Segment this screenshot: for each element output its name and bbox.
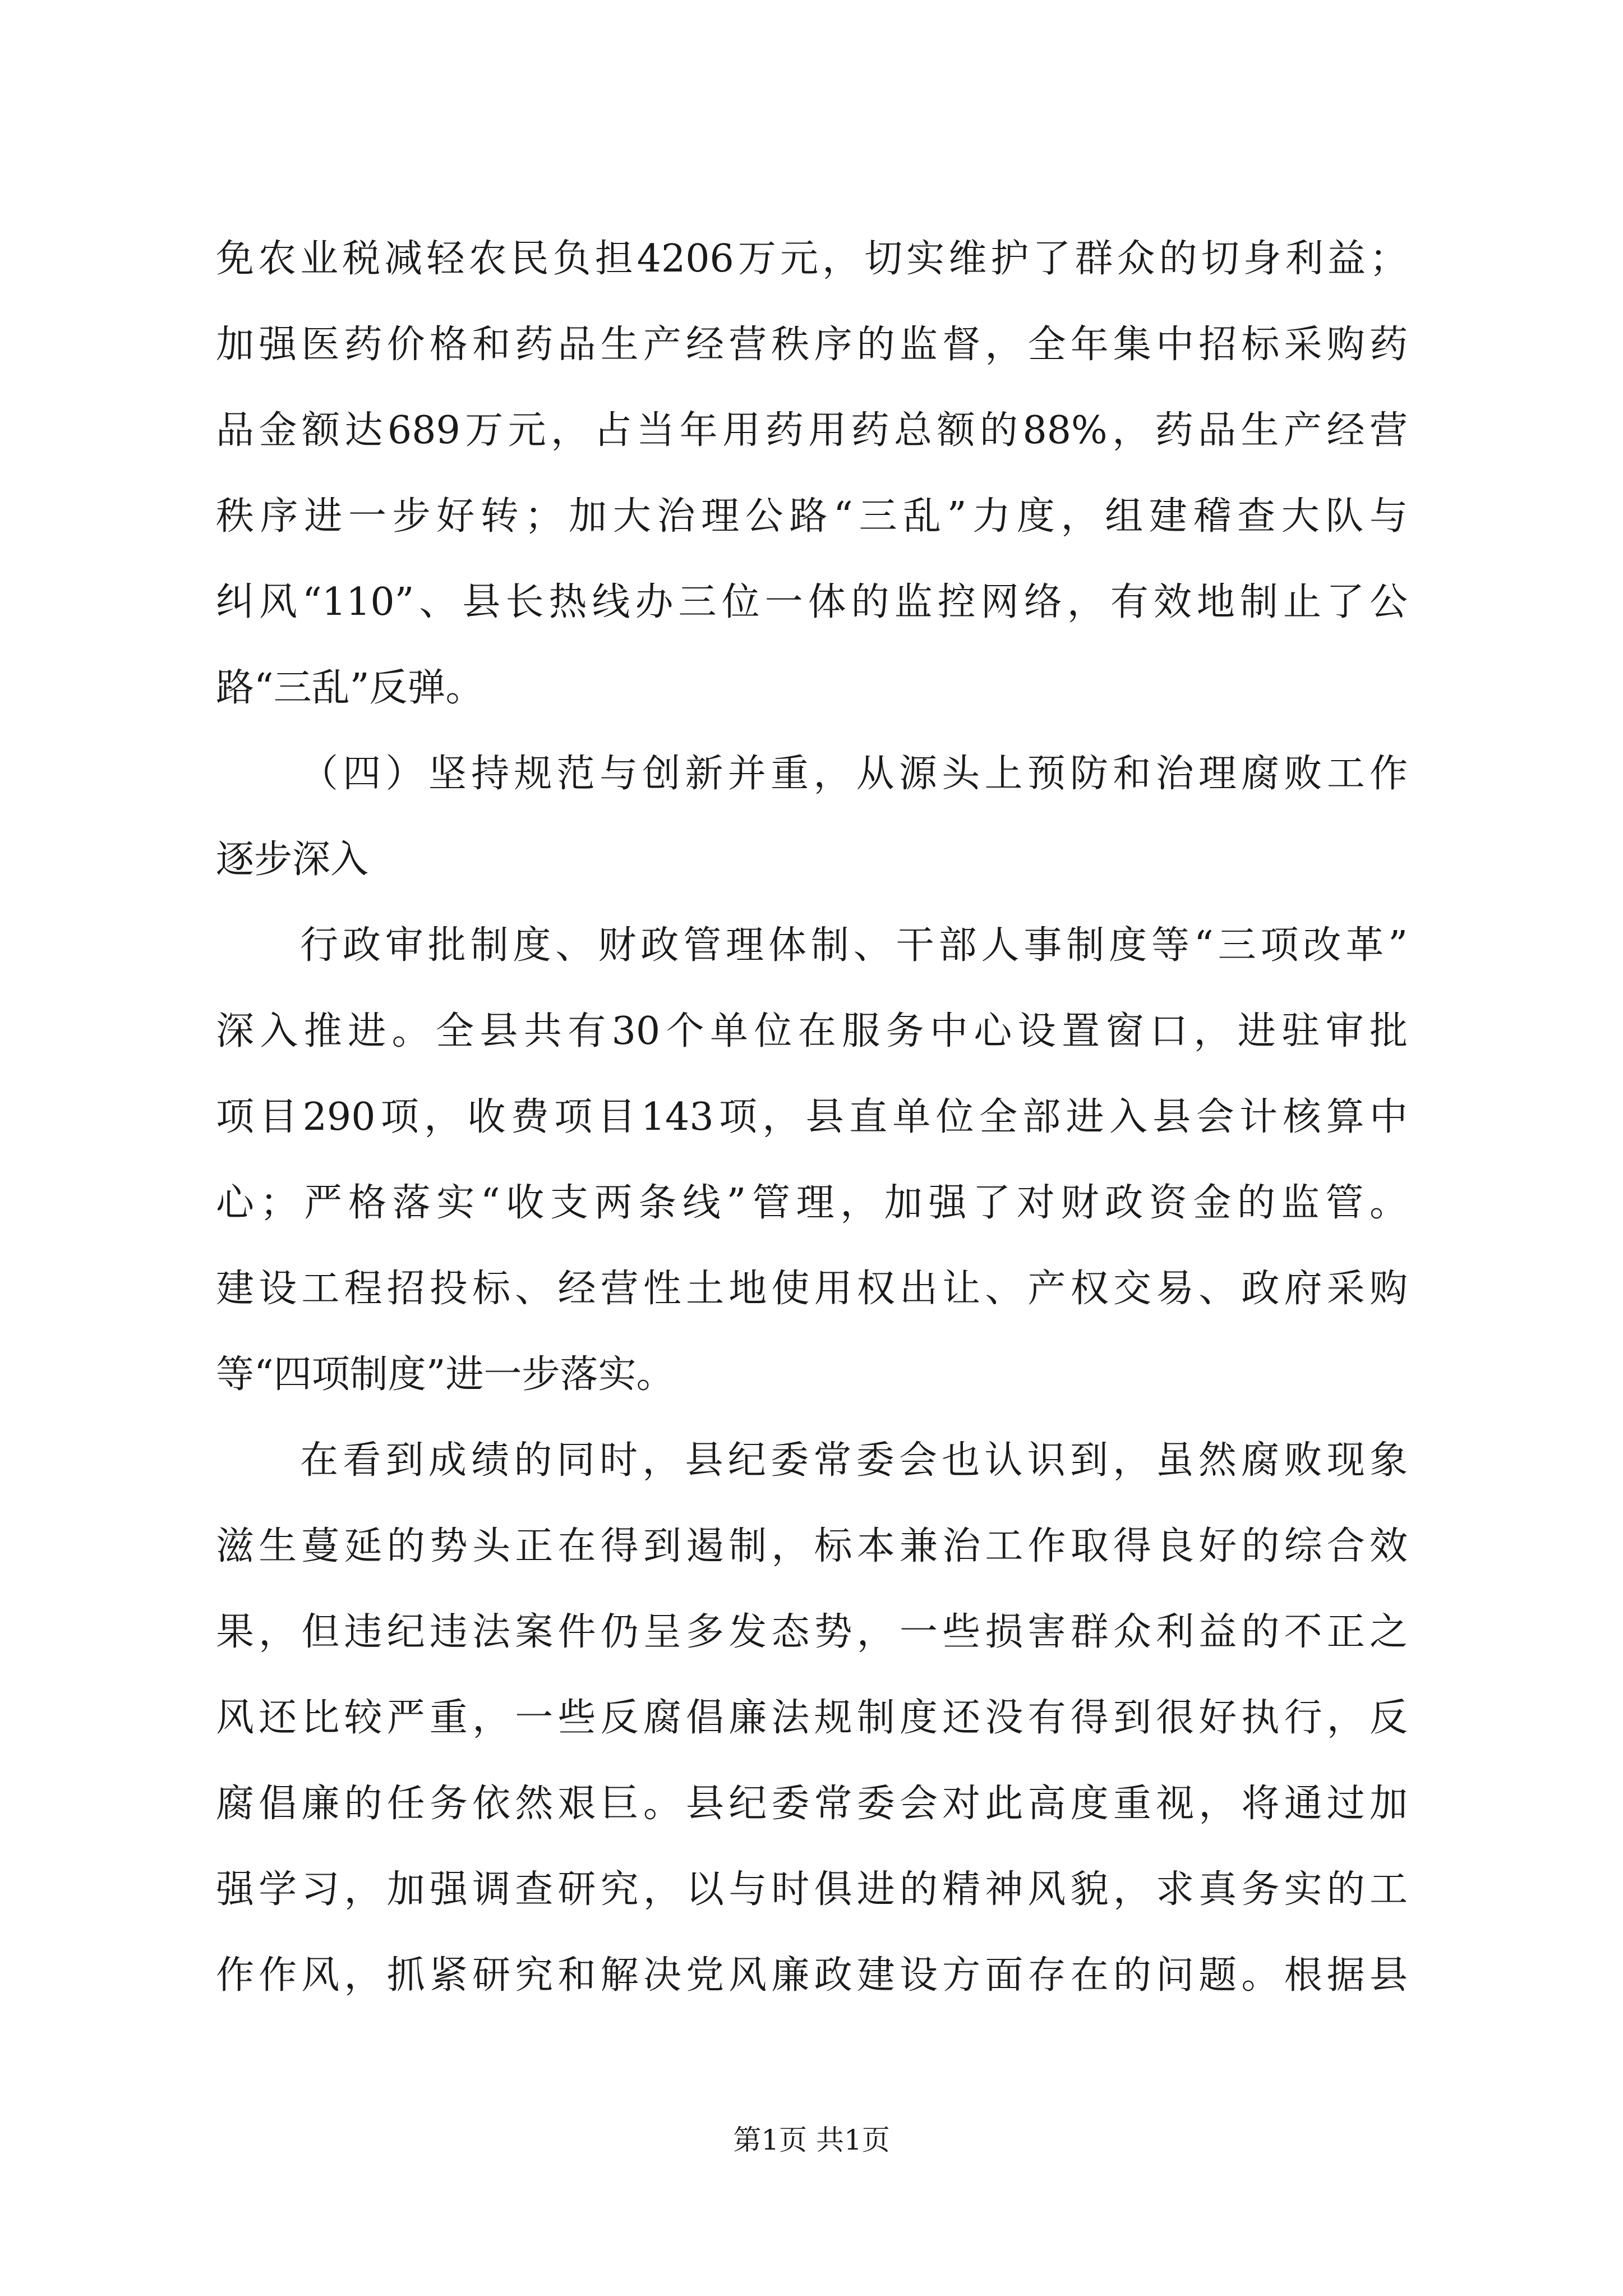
text-line: 项目290项，收费项目143项，县直单位全部进入县会计核算中 bbox=[216, 1095, 1408, 1139]
section-heading-line: （四）坚持规范与创新并重，从源头上预防和治理腐败工作 bbox=[300, 752, 1408, 796]
text-line: 在看到成绩的同时，县纪委常委会也认识到，虽然腐败现象 bbox=[300, 1438, 1408, 1483]
text-line: 加强医药价格和药品生产经营秩序的监督，全年集中招标采购药 bbox=[216, 323, 1408, 367]
text-line: 强学习，加强调查研究，以与时俱进的精神风貌，求真务实的工 bbox=[216, 1867, 1408, 1912]
text-line: 深入推进。全县共有30个单位在服务中心设置窗口，进驻审批 bbox=[216, 1009, 1408, 1053]
text-line: 腐倡廉的任务依然艰巨。县纪委常委会对此高度重视，将通过加 bbox=[216, 1782, 1408, 1826]
text-line: 建设工程招投标、经营性土地使用权出让、产权交易、政府采购 bbox=[216, 1267, 1408, 1311]
text-line: 心；严格落实“收支两条线”管理，加强了对财政资金的监管。 bbox=[216, 1181, 1408, 1225]
page-footer bbox=[0, 2120, 1623, 2160]
text-line: 行政审批制度、财政管理体制、干部人事制度等“三项改革” bbox=[300, 923, 1408, 968]
body-text bbox=[216, 216, 1408, 2018]
text-line: 免农业税减轻农民负担4206万元，切实维护了群众的切身利益； bbox=[216, 237, 1408, 281]
section-heading-line: 逐步深入 bbox=[216, 838, 369, 882]
text-line: 等“四项制度”进一步落实。 bbox=[216, 1352, 675, 1397]
text-line: 滋生蔓延的势头正在得到遏制，标本兼治工作取得良好的综合效 bbox=[216, 1524, 1408, 1568]
text-line: 纠风“110”、县长热线办三位一体的监控网络，有效地制止了公 bbox=[216, 580, 1408, 624]
text-line: 品金额达689万元，占当年用药用药总额的88%，药品生产经营 bbox=[216, 408, 1408, 453]
text-line: 果，但违纪违法案件仍呈多发态势，一些损害群众利益的不正之 bbox=[216, 1610, 1408, 1654]
text-line: 作作风，抓紧研究和解决党风廉政建设方面存在的问题。根据县 bbox=[216, 1953, 1408, 1998]
text-line: 秩序进一步好转；加大治理公路“三乱”力度，组建稽查大队与 bbox=[216, 494, 1408, 539]
text-line: 风还比较严重，一些反腐倡廉法规制度还没有得到很好执行，反 bbox=[216, 1696, 1408, 1740]
page-number: 第1页 共1页 bbox=[733, 2124, 890, 2156]
text-line: 路“三乱”反弹。 bbox=[216, 666, 484, 710]
